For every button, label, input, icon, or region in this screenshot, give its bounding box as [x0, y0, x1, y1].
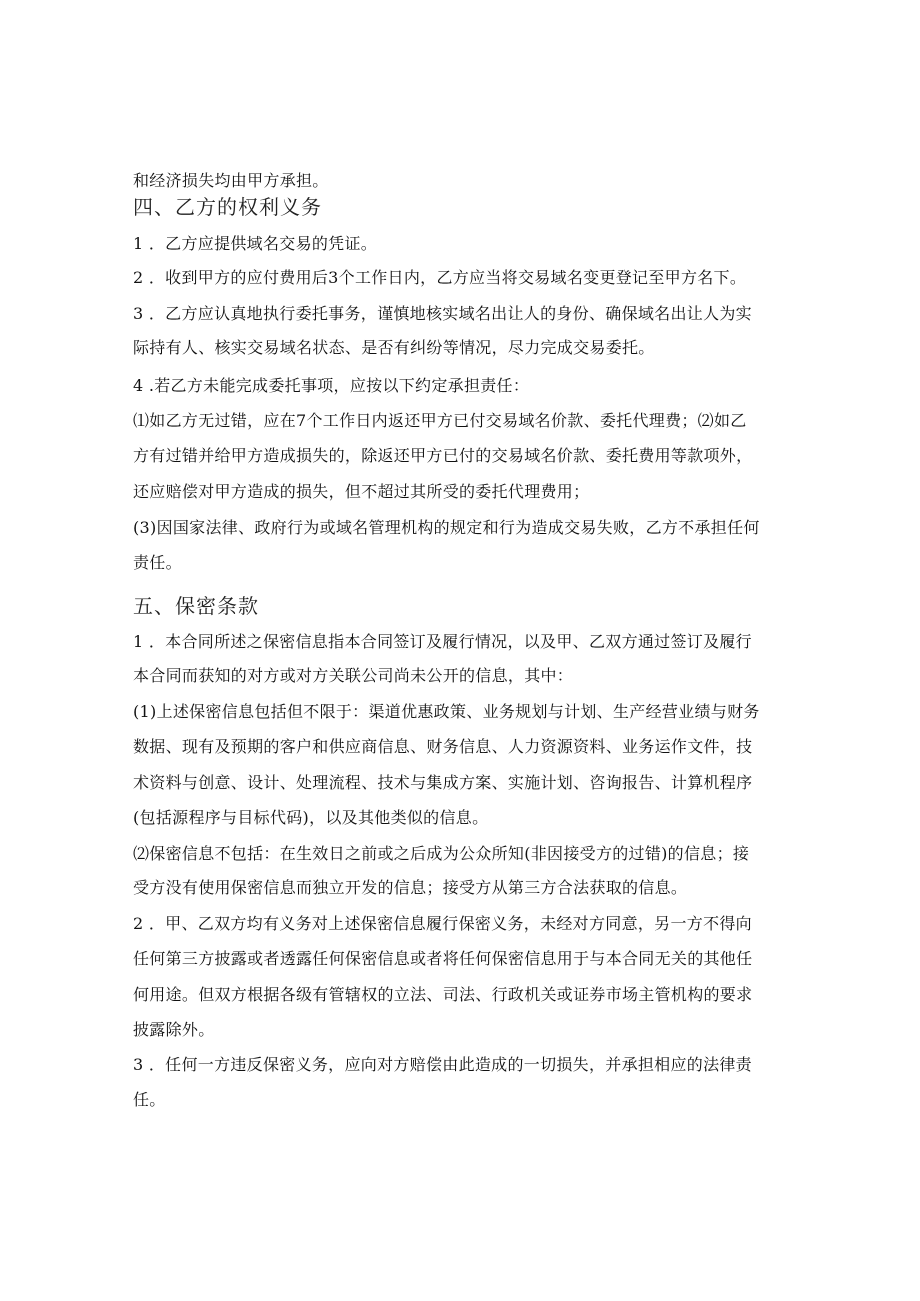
text-line: 术资料与创意、设计、处理流程、技术与集成方案、实施计划、咨询报告、计算机程序	[133, 773, 753, 792]
text-line: 受方没有使用保密信息而独立开发的信息；接受方从第三方合法获取的信息。	[133, 878, 688, 897]
text-line: 任何第三方披露或者透露任何保密信息或者将任何保密信息用于与本合同无关的其他任	[133, 949, 753, 968]
text-line: 责任。	[133, 553, 182, 572]
text-line: (1)上述保密信息包括但不限于：渠道优惠政策、业务规划与计划、生产经营业绩与财务	[133, 702, 760, 721]
text-line: 任。	[133, 1090, 166, 1109]
text-line: 何用途。但双方根据各级有管辖权的立法、司法、行政机关或证券市场主管机构的要求	[133, 985, 753, 1004]
section-heading-4: 四、乙方的权利义务	[133, 195, 322, 219]
text-line: 和经济损失均由甲方承担。	[133, 171, 329, 190]
text-line: 本合同而获知的对方或对方关联公司尚未公开的信息，其中：	[133, 666, 574, 685]
text-line: 方有过错并给甲方造成损失的，除返还甲方已付的交易域名价款、委托费用等款项外，	[133, 446, 753, 465]
text-line: ⑴如乙方无过错，应在7个工作日内返还甲方已付交易域名价款、委托代理费；⑵如乙	[133, 411, 747, 430]
text-line: 3 ．任何一方违反保密义务，应向对方赔偿由此造成的一切损失，并承担相应的法律责	[133, 1055, 752, 1074]
text-line: (包括源程序与目标代码)，以及其他类似的信息。	[133, 808, 489, 827]
section-heading-5: 五、保密条款	[133, 594, 259, 618]
text-line: 2 ．甲、乙双方均有义务对上述保密信息履行保密义务，未经对方同意，另一方不得向	[133, 914, 752, 933]
text-line: 际持有人、核实交易域名状态、是否有纠纷等情况，尽力完成交易委托。	[133, 338, 655, 357]
text-line: 3 ．乙方应认真地执行委托事务，谨慎地核实域名出让人的身份、确保域名出让人为实	[133, 304, 752, 323]
text-line: ⑵保密信息不包括：在生效日之前或之后成为公众所知(非因接受方的过错)的信息；接	[133, 844, 750, 863]
text-line: 2 ．收到甲方的应付费用后3个工作日内，乙方应当将交易域名变更登记至甲方名下。	[133, 268, 747, 287]
text-line: 1 ．乙方应提供域名交易的凭证。	[133, 234, 378, 253]
text-line: 披露除外。	[133, 1020, 215, 1039]
text-line: 4 .若乙方未能完成委托事项，应按以下约定承担责任：	[133, 376, 530, 395]
text-line: 还应赔偿对甲方造成的损失，但不超过其所受的委托代理费用；	[133, 482, 590, 501]
text-line: (3)因国家法律、政府行为或域名管理机构的规定和行为造成交易失败，乙方不承担任何	[133, 518, 760, 537]
text-line: 1 ．本合同所述之保密信息指本合同签订及履行情况，以及甲、乙双方通过签订及履行	[133, 632, 752, 651]
text-line: 数据、现有及预期的客户和供应商信息、财务信息、人力资源资料、业务运作文件，技	[133, 737, 753, 756]
